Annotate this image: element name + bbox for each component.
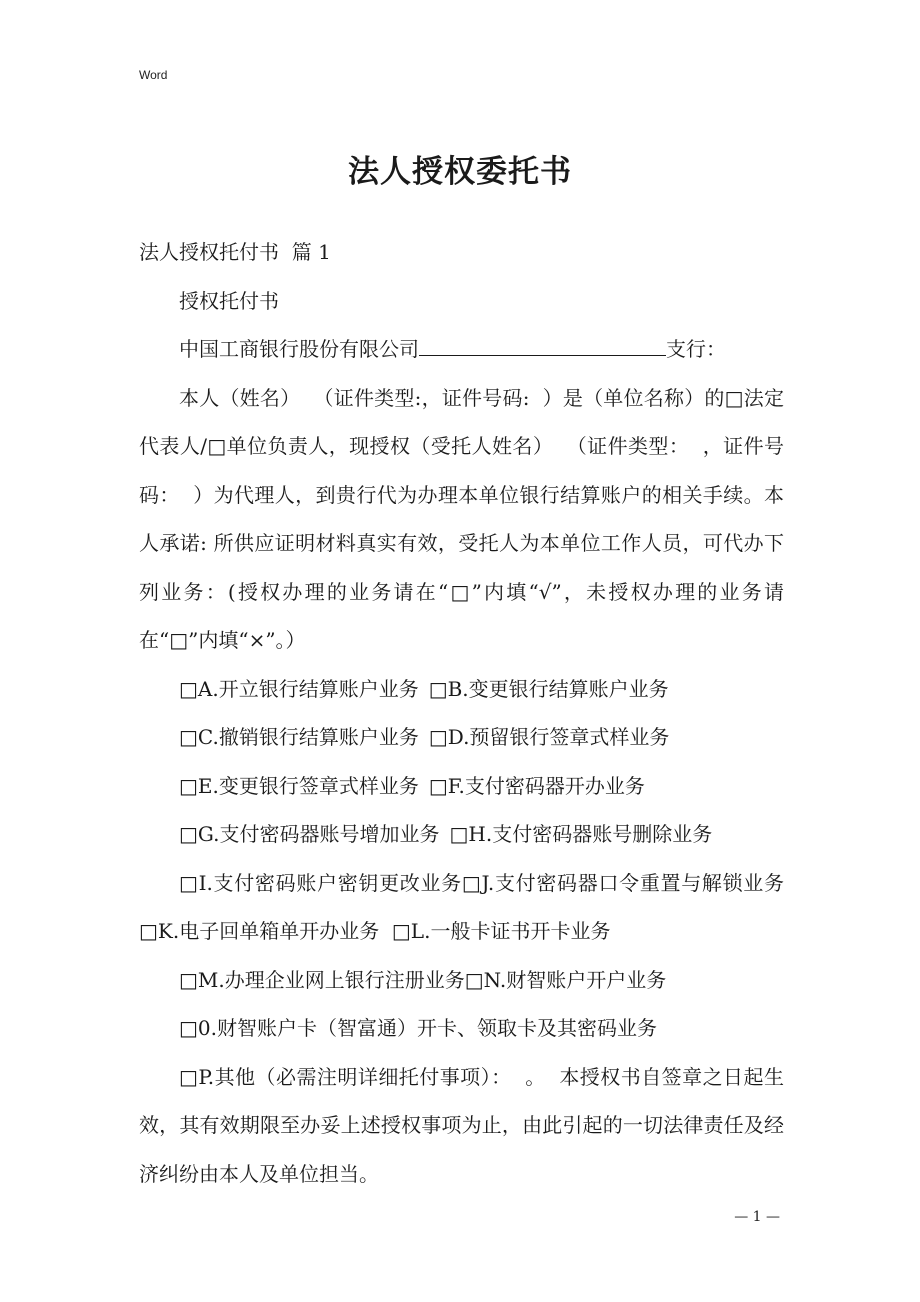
option-row-o: □0.财智账户卡（智富通）开卡、领取卡及其密码业务 [179, 1016, 657, 1040]
document-body [139, 228, 784, 1198]
option-f: □F.支付密码器开办业务 [428, 773, 645, 798]
option-d: □D.预留银行签章式样业务 [428, 725, 670, 749]
bank-branch-blank [419, 329, 666, 356]
main-paragraph: 本人（姓名） （证件类型:，证件号码: ）是（单位名称）的□法定代表人/□单位负责人，现授权（受托人姓名） （证件类型： ，证件号码： ）为代理人，到贵行代为办理本单位银行结算账户的相关手续。本人承诺: 所供应证明材料真实有效，受托人为本单位工作人员，可代办下列业务：(授权办理的业务请在“□”内填“√”，未授权办理的业务请在“□”内填“×”。） [139, 385, 784, 652]
option-row-ab [139, 665, 784, 714]
option-c: □C.撤销银行结算账户业务 [179, 725, 419, 749]
bank-line-suffix: 支行： [666, 337, 726, 361]
option-row-cd [139, 713, 784, 762]
subtitle: 授权托付书 [179, 288, 279, 313]
bank-line [139, 325, 784, 374]
section-title: 法人授权托付书 篇 1 [139, 240, 331, 264]
bank-line-prefix: 中国工商银行股份有限公司 [179, 337, 419, 361]
option-a: □A.开立银行结算账户业务 [179, 676, 419, 701]
option-h: □H.支付密码器账号删除业务 [449, 822, 713, 846]
option-row-gh [139, 810, 784, 859]
option-b: □B.变更银行结算账户业务 [428, 676, 669, 701]
option-e: □E.变更银行签章式样业务 [179, 773, 419, 798]
page-number: — 1 — [734, 1209, 780, 1225]
option-row-ijkl: □I.支付密码账户密钥更改业务□J.支付密码器口令重置与解锁业务□K.电子回单箱单开办业务 □L.一般卡证书开卡业务 [139, 870, 784, 943]
option-row-mn: □M.办理企业网上银行注册业务□N.财智账户开户业务 [179, 967, 667, 992]
option-g: □G.支付密码器账号增加业务 [179, 822, 440, 846]
document-title: 法人授权委托书 [348, 154, 572, 190]
option-row-p: □P.其他（必需注明详细托付事项）： 。 本授权书自签章之日起生效，其有效期限至办妥上述授权事项为止，由此引起的一切法律责任及经济纠纷由本人及单位担当。 [139, 1064, 784, 1186]
header-label: Word [139, 68, 168, 82]
option-row-ef [139, 762, 784, 811]
